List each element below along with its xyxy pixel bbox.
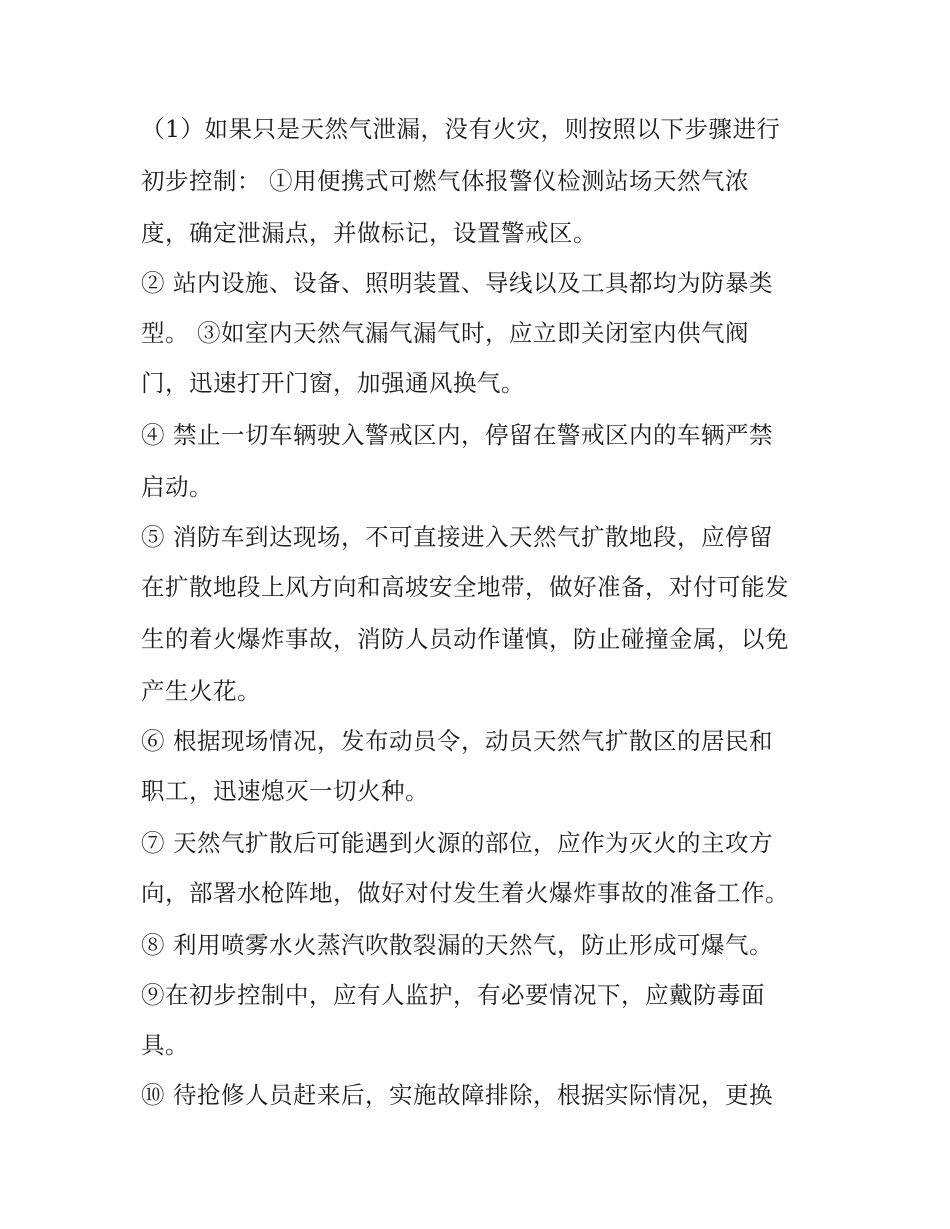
text-line-13: ⑥ 根据现场情况，发布动员令，动员天然气扩散区的居民和	[141, 727, 773, 755]
text-line-20: ⑩ 待抢修人员赶来后，实施故障排除，根据实际情况，更换	[141, 1081, 773, 1109]
text-line-2: 初步控制： ①用便携式可燃气体报警仪检测站场天然气浓	[141, 167, 749, 195]
text-line-8: 启动。	[141, 473, 213, 501]
text-line-4: ② 站内设施、设备、照明装置、导线以及工具都均为防暴类	[141, 269, 773, 297]
text-line-14: 职工，迅速熄灭一切火种。	[141, 777, 429, 805]
text-line-7: ④ 禁止一切车辆驶入警戒区内，停留在警戒区内的车辆严禁	[141, 421, 773, 449]
text-line-6: 门，迅速打开门窗，加强通风换气。	[141, 369, 525, 397]
text-line-17: ⑧ 利用喷雾水火蒸汽吹散裂漏的天然气，防止形成可爆气。	[141, 931, 773, 959]
text-line-18: ⑨在初步控制中，应有人监护，有必要情况下，应戴防毒面	[141, 981, 765, 1009]
text-line-19: 具。	[141, 1031, 189, 1059]
text-line-1: （1）如果只是天然气泄漏，没有火灾，则按照以下步骤进行	[141, 115, 781, 143]
text-line-3: 度，确定泄漏点，并做标记，设置警戒区。	[141, 219, 597, 247]
text-line-12: 产生火花。	[141, 677, 261, 705]
text-line-10: 在扩散地段上风方向和高坡安全地带，做好准备，对付可能发	[141, 573, 789, 601]
text-line-11: 生的着火爆炸事故，消防人员动作谨慎，防止碰撞金属，以免	[141, 625, 789, 653]
text-line-15: ⑦ 天然气扩散后可能遇到火源的部位，应作为灭火的主攻方	[141, 829, 773, 857]
text-line-5: 型。 ③如室内天然气漏气漏气时，应立即关闭室内供气阀	[141, 319, 749, 347]
text-line-16: 向，部署水枪阵地，做好对付发生着火爆炸事故的准备工作。	[141, 879, 789, 907]
text-line-9: ⑤ 消防车到达现场，不可直接进入天然气扩散地段，应停留	[141, 523, 773, 551]
